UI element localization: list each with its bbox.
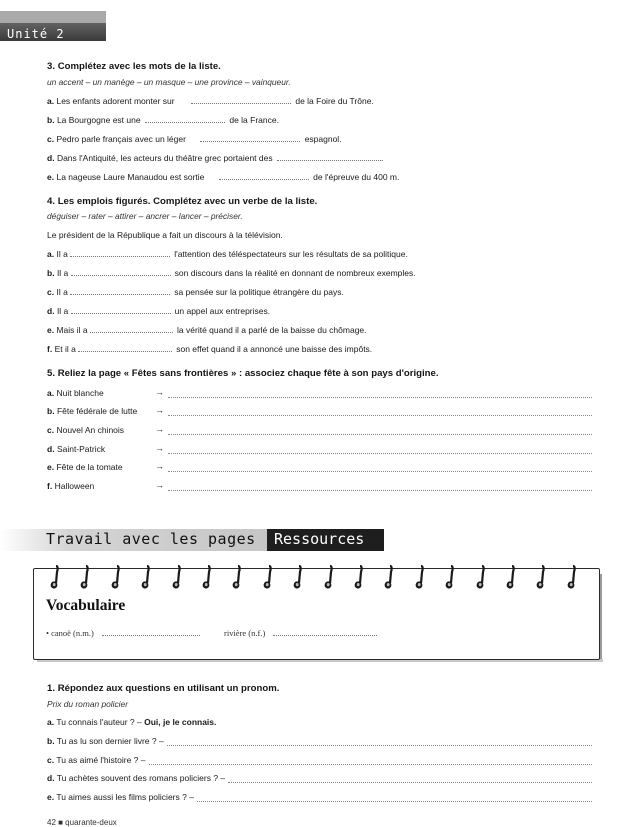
notebook-ring-icon xyxy=(323,565,335,591)
ex3-item-b: b. La Bourgogne est une de la France. xyxy=(47,115,279,125)
notebook-ring-icon xyxy=(535,565,547,591)
ex5-item: c. Nouvel An chinois xyxy=(47,425,125,435)
ex1-item: e. Tu aimes aussi les films policiers ? – xyxy=(47,792,194,802)
ex3-item-e: e. La nageuse Laure Manaudou est sortie de l'épreuve du 400 m. xyxy=(47,172,400,182)
arrow-icon: → xyxy=(155,461,164,471)
ex1-subtitle: Prix du roman policier xyxy=(47,699,128,709)
blank-field[interactable] xyxy=(277,153,381,161)
notebook-ring-icon xyxy=(475,565,487,591)
ex4-word-list: déguiser – rater – attirer – ancrer – lancer – préciser. xyxy=(47,211,243,221)
ex1-title: Répondez aux questions en utilisant un pronom. xyxy=(57,683,280,694)
blank-field[interactable] xyxy=(191,96,291,104)
unit-tab-stripe xyxy=(0,11,106,23)
answer-line[interactable] xyxy=(168,471,592,472)
ex4-item-d: d. Il a un appel aux entreprises. xyxy=(47,306,271,316)
arrow-icon: → xyxy=(155,424,164,434)
ex4-item-c: c. Il a sa pensée sur la politique étrangère du pays. xyxy=(47,287,344,297)
ex3-item-c: c. Pedro parle français avec un léger espagnol. xyxy=(47,134,342,144)
ex1-item: a. Tu connais l'auteur ? – Oui, je le connais. xyxy=(47,717,217,727)
ex3-word-list: un accent – un manège – un masque – une province – vainqueur. xyxy=(47,77,291,87)
ex1-item: b. Tu as lu son dernier livre ? – xyxy=(47,736,164,746)
ex5-title: Reliez la page « Fêtes sans frontières » : associez chaque fête à son pays d'origine. xyxy=(57,368,439,379)
ex3-item-d: d. Dans l'Antiquité, les acteurs du théâtre grec portaient des . xyxy=(47,153,384,163)
blank-field[interactable] xyxy=(273,628,377,636)
notebook-ring-icon xyxy=(49,565,61,591)
ex4-item-f: f. Et il a son effet quand il a annoncé une baisse des impôts. xyxy=(47,344,373,354)
notebook-ring-icon xyxy=(79,565,91,591)
ex3-item-a: a. Les enfants adorent monter sur de la Foire du Trône. xyxy=(47,96,374,106)
blank-field[interactable] xyxy=(78,344,172,352)
page-footer: 42 ■ quarante-deux xyxy=(47,818,117,827)
notebook-ring-icon xyxy=(201,565,213,591)
blank-field[interactable] xyxy=(219,172,309,180)
ex4-item-b: b. Il a son discours dans la réalité en donnant de nombreux exemples. xyxy=(47,268,416,278)
blank-field[interactable] xyxy=(200,134,300,142)
blank-field[interactable] xyxy=(70,249,170,257)
answer-line[interactable] xyxy=(197,801,592,802)
vocab-entry-canoe: • canoë (n.m.) xyxy=(46,628,200,638)
ex4-item-e: e. Mais il a la vérité quand il a parlé de la baisse du chômage. xyxy=(47,325,367,335)
ex4-example: Le président de la République a fait un discours à la télévision. xyxy=(47,230,283,240)
notebook-ring-icon xyxy=(444,565,456,591)
answer-line[interactable] xyxy=(168,490,592,491)
ex4-item-a: a. Il a l'attention des téléspectateurs sur les résultats de sa politique. xyxy=(47,249,408,259)
arrow-icon: → xyxy=(155,405,164,415)
notebook-ring-icon xyxy=(566,565,578,591)
unit-tab xyxy=(0,11,106,41)
ex1-heading xyxy=(47,683,279,694)
answer-line[interactable] xyxy=(149,764,592,765)
arrow-icon: → xyxy=(155,443,164,453)
ex3-heading xyxy=(47,61,221,72)
answer-line[interactable] xyxy=(228,782,592,783)
notebook-ring-icon xyxy=(140,565,152,591)
blank-field[interactable] xyxy=(90,325,173,333)
blank-field[interactable] xyxy=(145,115,225,123)
section-title-left: Travail avec les pages xyxy=(46,530,256,548)
unit-label: Unité 2 xyxy=(7,27,65,41)
answer-line[interactable] xyxy=(168,434,592,435)
ex1-item: d. Tu achètes souvent des romans policiers ? – xyxy=(47,773,226,783)
arrow-icon: → xyxy=(155,387,164,397)
answer-line[interactable] xyxy=(168,453,592,454)
vocab-entry-riviere: rivière (n.f.) xyxy=(224,628,377,638)
blank-field[interactable] xyxy=(70,287,170,295)
notebook-ring-icon xyxy=(292,565,304,591)
ex5-item: f. Halloween xyxy=(47,481,95,491)
ex5-item: a. Nuit blanche xyxy=(47,388,104,398)
blank-field[interactable] xyxy=(71,306,171,314)
ex5-number: 5. xyxy=(47,368,56,379)
ex5-item: b. Fête fédérale de lutte xyxy=(47,406,138,416)
notebook-ring-icon xyxy=(383,565,395,591)
answer-text: Oui, je le connais. xyxy=(144,717,217,727)
answer-line[interactable] xyxy=(168,397,592,398)
notebook-ring-icon xyxy=(171,565,183,591)
ex1-item: c. Tu as aimé l'histoire ? – xyxy=(47,755,146,765)
arrow-icon: → xyxy=(155,480,164,490)
ex4-heading xyxy=(47,196,317,207)
ex1-number: 1. xyxy=(47,683,56,694)
notebook-ring-icon xyxy=(353,565,365,591)
notebook-ring-icon xyxy=(414,565,426,591)
answer-line[interactable] xyxy=(167,745,592,746)
vocab-title: Vocabulaire xyxy=(46,597,126,614)
answer-line[interactable] xyxy=(168,415,592,416)
notebook-ring-icon xyxy=(505,565,517,591)
ex5-item: e. Fête de la tomate xyxy=(47,462,123,472)
notebook-ring-icon xyxy=(231,565,243,591)
notebook-ring-icon xyxy=(262,565,274,591)
section-title-right: Ressources xyxy=(267,529,384,551)
ex5-item: d. Saint-Patrick xyxy=(47,444,106,454)
notebook-ring-icon xyxy=(110,565,122,591)
ex3-title: Complétez avec les mots de la liste. xyxy=(57,61,221,72)
blank-field[interactable] xyxy=(71,268,171,276)
ex5-heading xyxy=(47,368,439,379)
blank-field[interactable] xyxy=(102,628,200,636)
ex4-number: 4. xyxy=(47,196,56,207)
ex3-number: 3. xyxy=(47,61,56,72)
ex4-title: Les emplois figurés. Complétez avec un verbe de la liste. xyxy=(57,196,318,207)
